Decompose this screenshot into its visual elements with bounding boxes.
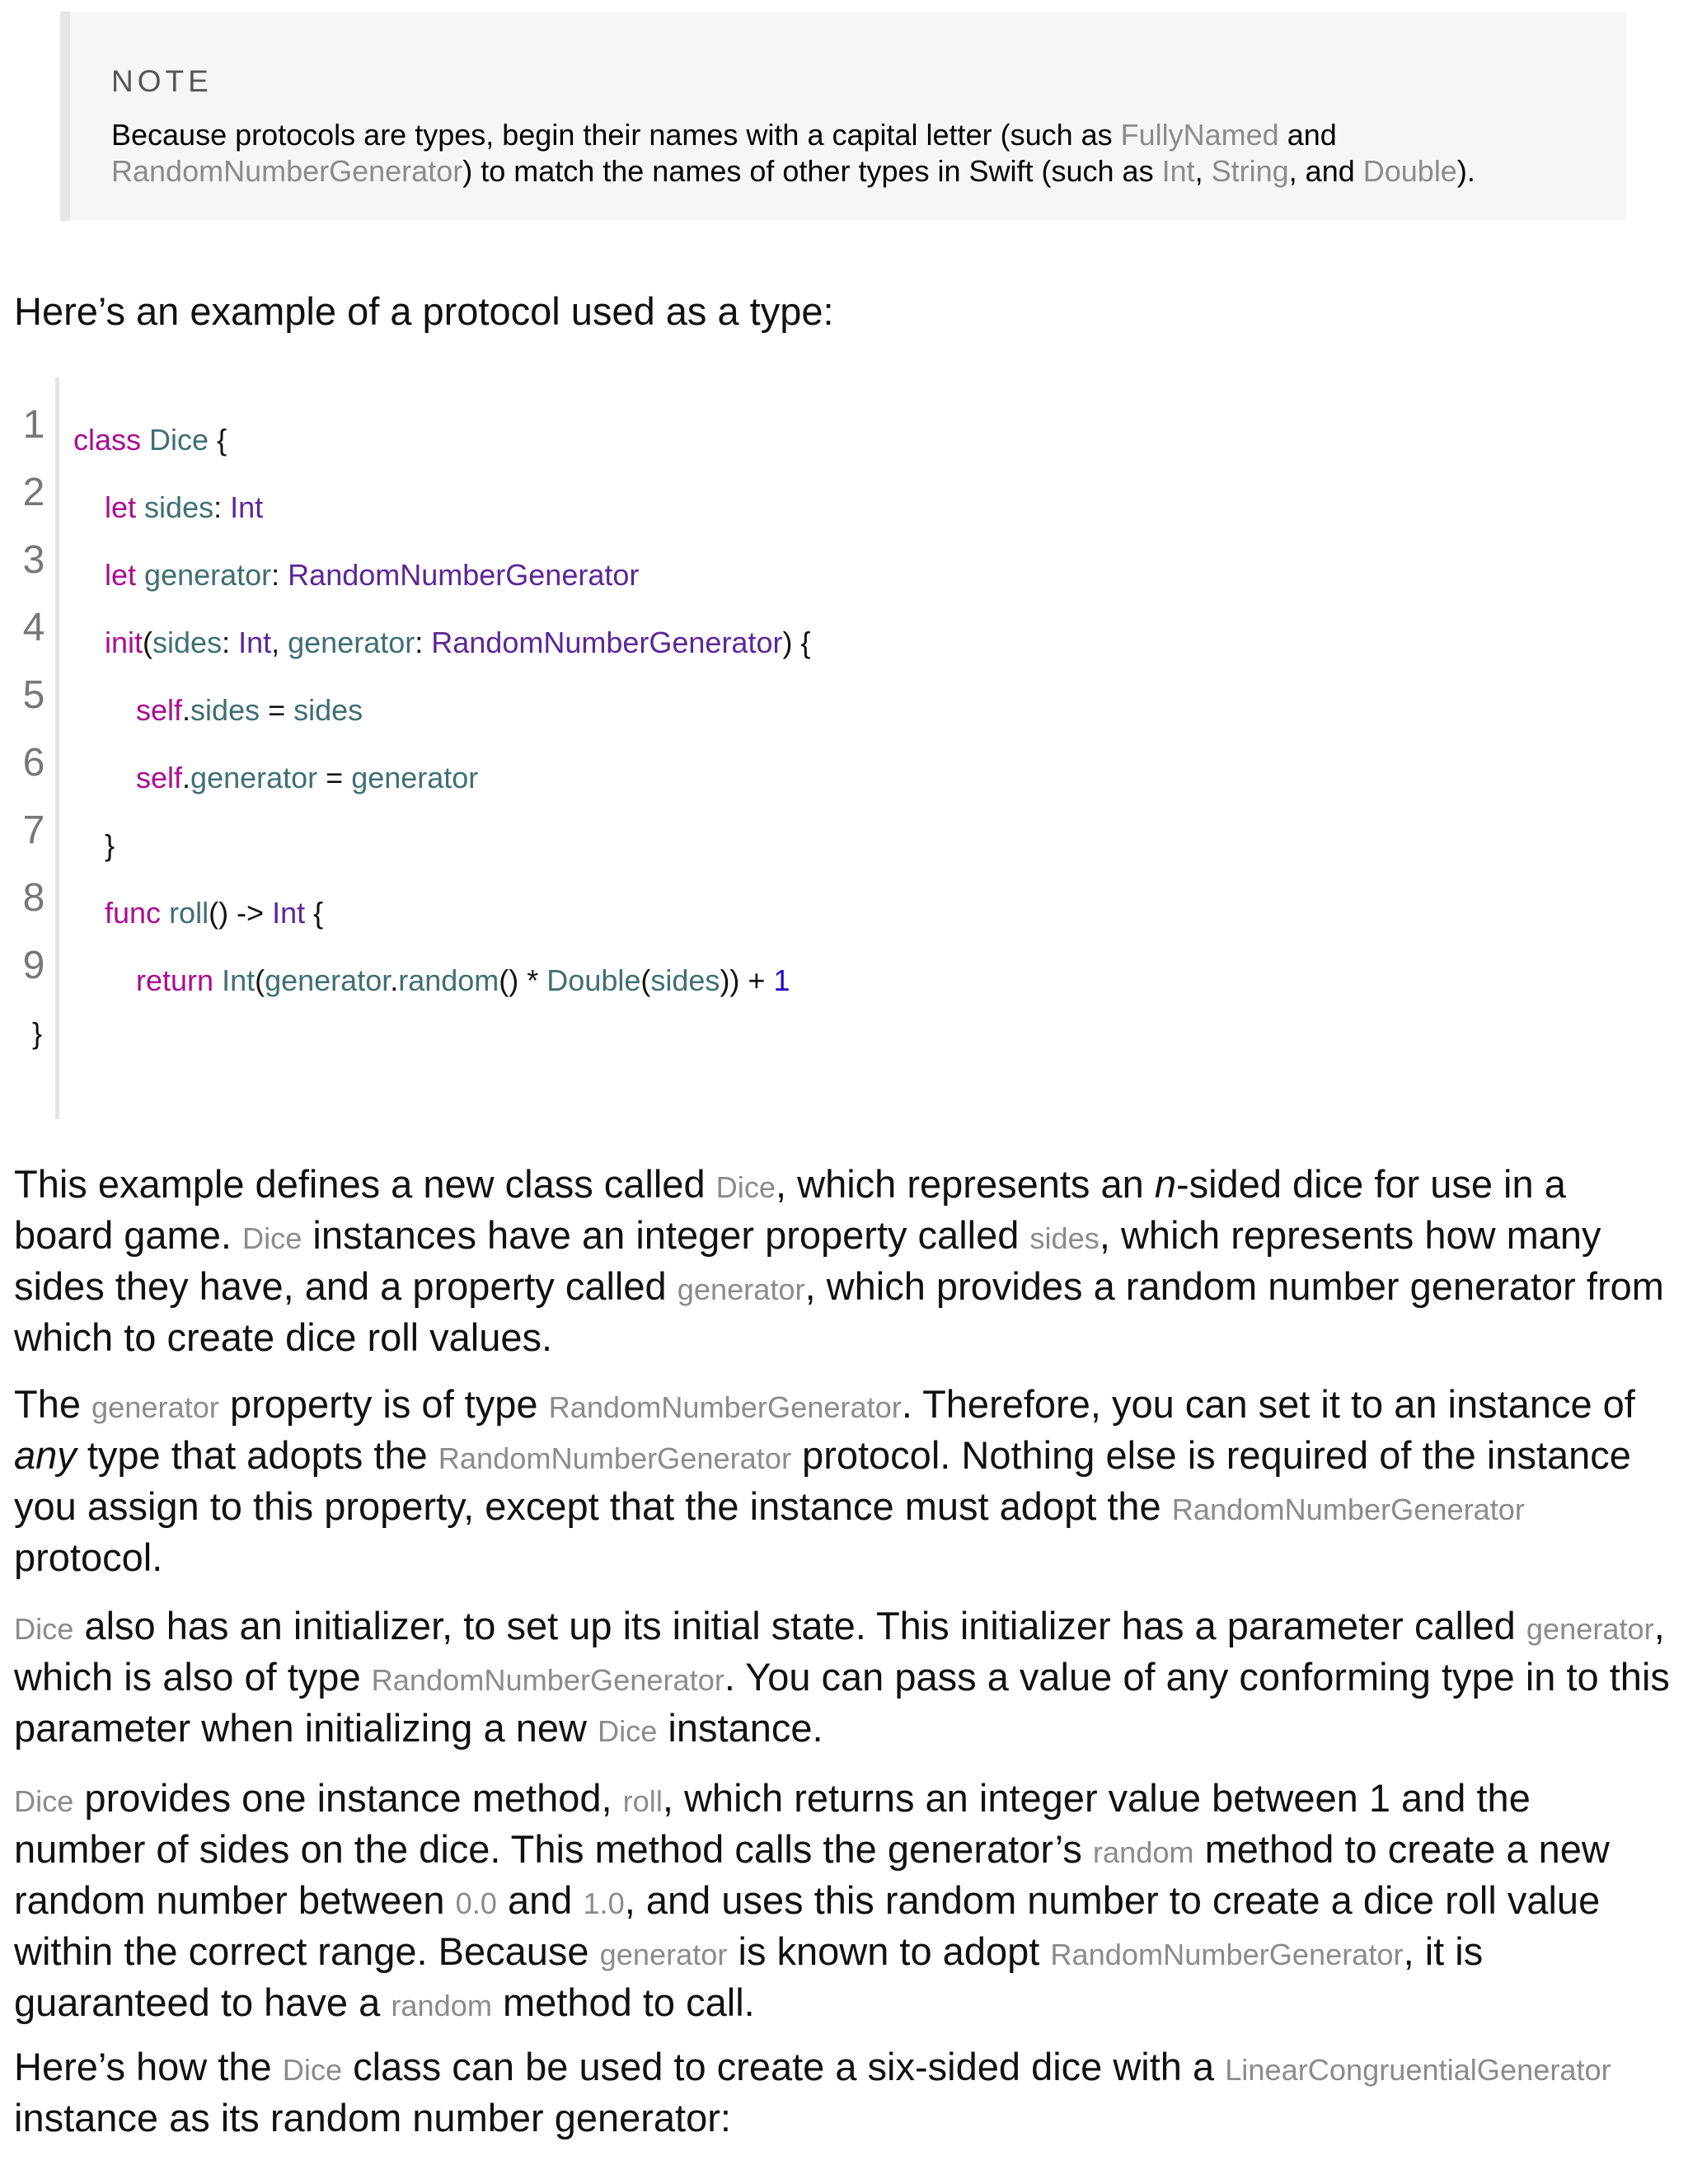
inline-code-symbol: RandomNumberGenerator xyxy=(548,1390,902,1424)
line-number: 5 xyxy=(22,673,45,717)
inline-code-symbol: RandomNumberGenerator xyxy=(1171,1493,1525,1526)
inline-code-symbol: FullyNamed xyxy=(1120,118,1279,152)
paragraph-text: provides one instance method, xyxy=(73,1776,623,1820)
paragraph-text: , which provides a random number generator from which to create dice roll values. xyxy=(14,1264,1664,1359)
line-number: 1 xyxy=(22,403,45,447)
note-text-segment: ) to match the names of other types in Swift (such as xyxy=(462,154,1162,188)
inline-code-symbol: 1.0 xyxy=(583,1886,625,1920)
code-keyword: let xyxy=(105,490,137,524)
code-space xyxy=(136,558,144,592)
line-number: 3 xyxy=(22,538,45,582)
code-line xyxy=(14,994,43,1050)
paragraph-text: The xyxy=(14,1382,92,1426)
inline-code-symbol: Dice xyxy=(597,1714,658,1748)
code-punctuation: : xyxy=(271,558,288,592)
code-type: Int xyxy=(272,896,306,930)
line-number: 8 xyxy=(22,876,45,920)
code-punctuation: { xyxy=(305,896,324,930)
code-line xyxy=(14,926,790,997)
code-line xyxy=(14,453,264,524)
code-text xyxy=(73,415,227,465)
inline-code-symbol: RandomNumberGenerator xyxy=(438,1441,791,1475)
code-identifier: generator xyxy=(288,626,415,659)
inline-code-symbol: sides xyxy=(1029,1221,1100,1255)
paragraph xyxy=(14,1602,1671,1755)
paragraph-text: . You can pass a value of any conforming type in to this parameter when initializing a new xyxy=(14,1655,1670,1750)
inline-code-symbol: generator xyxy=(677,1272,805,1306)
code-text xyxy=(136,686,363,735)
code-space xyxy=(141,423,149,457)
code-text xyxy=(105,483,263,532)
line-number: 4 xyxy=(22,606,45,649)
code-punctuation: . xyxy=(182,761,191,794)
code-type: Int xyxy=(238,626,272,659)
code-identifier: random xyxy=(398,963,499,997)
code-type: Int xyxy=(230,490,264,524)
inline-code-symbol: LinearCongruentialGenerator xyxy=(1225,2053,1611,2087)
code-punctuation: () -> xyxy=(209,896,273,930)
code-type: RandomNumberGenerator xyxy=(431,626,783,659)
code-identifier: generator xyxy=(144,558,272,592)
paragraph-text: , which is also of type xyxy=(14,1604,1665,1699)
code-punctuation: ( xyxy=(143,626,153,659)
emphasis-text: any xyxy=(14,1433,77,1477)
code-punctuation: , xyxy=(271,626,288,659)
code-keyword: self xyxy=(136,693,183,727)
code-text xyxy=(105,821,115,870)
intro-text: Here’s an example of a protocol used as a type: xyxy=(14,289,834,333)
inline-code-symbol: Dice xyxy=(282,2053,343,2087)
code-identifier: generator xyxy=(190,761,318,794)
code-punctuation: ) { xyxy=(782,626,811,659)
paragraph xyxy=(14,1380,1671,1582)
paragraph xyxy=(14,1160,1671,1361)
emphasis-text: n xyxy=(1154,1162,1176,1206)
inline-code-symbol: Dice xyxy=(14,1612,74,1646)
code-identifier: roll xyxy=(169,896,209,930)
inline-code-symbol: String xyxy=(1211,154,1289,188)
paragraph-text: -sided dice for use in a board game. xyxy=(14,1162,1566,1257)
code-identifier: Dice xyxy=(149,423,209,457)
code-line xyxy=(14,521,640,592)
code-punctuation: = xyxy=(260,693,294,727)
code-keyword: self xyxy=(136,761,183,794)
inline-code-symbol: random xyxy=(1092,1835,1194,1869)
code-punctuation: : xyxy=(213,490,231,524)
code-identifier: Int xyxy=(222,963,256,997)
paragraph-text: and xyxy=(496,1878,584,1922)
paragraph xyxy=(14,2043,1671,2142)
line-number: 7 xyxy=(22,808,45,852)
code-line xyxy=(14,656,363,727)
code-identifier: generator xyxy=(265,963,391,997)
line-number: 2 xyxy=(22,471,45,514)
code-punctuation: () * xyxy=(499,963,547,997)
code-space xyxy=(136,490,144,524)
code-identifier: sides xyxy=(650,963,720,997)
note-text-segment: , and xyxy=(1288,154,1363,188)
inline-code-symbol: RandomNumberGenerator xyxy=(111,154,463,188)
paragraph-text: method to create a new random number between xyxy=(14,1827,1610,1922)
note-text-segment: , xyxy=(1194,154,1212,188)
inline-code-symbol: roll xyxy=(622,1784,663,1818)
code-line xyxy=(14,791,115,862)
code-line xyxy=(14,588,811,659)
paragraph xyxy=(14,1774,1671,2030)
code-punctuation: } xyxy=(32,1016,43,1050)
code-text xyxy=(105,888,323,938)
code-text xyxy=(105,551,639,600)
inline-code-symbol: Dice xyxy=(14,1784,74,1818)
code-identifier: Double xyxy=(546,963,641,997)
paragraph-text: class can be used to create a six-sided dice with a xyxy=(342,2045,1226,2088)
paragraph-text: , which represents how many sides they have, and a property called xyxy=(14,1213,1601,1308)
code-punctuation: . xyxy=(182,693,191,727)
paragraph-text: is known to adopt xyxy=(727,1929,1051,1973)
paragraph-text: . Therefore, you can set it to an instance of xyxy=(901,1382,1635,1426)
paragraph-text: Here’s how the xyxy=(14,2045,283,2088)
paragraph-text: , and uses this random number to create a dice roll value within the correct range. Because xyxy=(14,1878,1601,1973)
inline-code-symbol: Dice xyxy=(715,1170,776,1204)
paragraph-text: method to call. xyxy=(491,1980,755,2024)
code-punctuation: : xyxy=(222,626,239,659)
paragraph-text: , which represents an xyxy=(776,1162,1155,1206)
note-callout xyxy=(60,12,1626,221)
inline-code-symbol: generator xyxy=(91,1390,219,1424)
code-line xyxy=(14,859,324,930)
paragraph-text: This example defines a new class called xyxy=(14,1162,716,1206)
code-type: RandomNumberGenerator xyxy=(288,558,640,592)
inline-code-symbol: Int xyxy=(1161,154,1195,188)
code-punctuation: } xyxy=(105,828,115,862)
inline-code-symbol: Double xyxy=(1362,154,1457,188)
code-line xyxy=(14,386,227,457)
code-text xyxy=(136,956,790,1005)
code-listing xyxy=(14,377,921,1119)
inline-code-symbol: RandomNumberGenerator xyxy=(371,1663,724,1697)
paragraph-text: protocol. Nothing else is required of the instance you assign to this property, except that the instance must adopt the xyxy=(14,1433,1631,1528)
code-keyword: return xyxy=(136,963,214,997)
code-keyword: class xyxy=(73,423,142,457)
code-keyword: func xyxy=(105,896,162,930)
code-keyword: init xyxy=(105,626,143,659)
paragraph-text: instance as its random number generator: xyxy=(14,2096,731,2139)
note-label: NOTE xyxy=(111,64,213,98)
code-identifier: generator xyxy=(351,761,479,794)
code-text xyxy=(32,1009,42,1058)
paragraph-text: protocol. xyxy=(14,1535,163,1579)
code-text xyxy=(105,618,810,668)
paragraph-text: type that adopts the xyxy=(76,1433,438,1477)
code-gutter-divider xyxy=(55,377,59,1119)
line-number: 9 xyxy=(22,944,45,987)
code-punctuation: : xyxy=(415,626,432,659)
note-text xyxy=(111,117,1595,190)
note-text-segment: Because protocols are types, begin their names with a capital letter (such as xyxy=(111,118,1121,152)
paragraph-text: also has an initializer, to set up its initial state. This initializer has a parameter called xyxy=(73,1604,1526,1647)
code-space xyxy=(213,963,222,997)
line-number: 6 xyxy=(22,741,45,785)
code-keyword: let xyxy=(105,558,137,592)
inline-code-symbol: Dice xyxy=(241,1221,302,1255)
code-space xyxy=(161,896,169,930)
inline-code-symbol: random xyxy=(391,1989,492,2022)
code-punctuation: = xyxy=(317,761,352,794)
paragraph-text: , which returns an integer value between 1 and the number of sides on the dice. This method calls the generator’s xyxy=(14,1776,1531,1871)
code-punctuation: )) + xyxy=(720,963,774,997)
inline-code-symbol: generator xyxy=(1526,1612,1654,1646)
code-punctuation: . xyxy=(390,963,399,997)
code-punctuation: { xyxy=(209,423,227,457)
note-text-segment: ). xyxy=(1456,154,1475,188)
code-identifier: sides xyxy=(190,693,260,727)
code-identifier: sides xyxy=(293,693,363,727)
code-line xyxy=(14,724,479,794)
inline-code-symbol: RandomNumberGenerator xyxy=(1050,1938,1404,1971)
paragraph-text: , it is guaranteed to have a xyxy=(14,1929,1484,2024)
code-number: 1 xyxy=(773,963,790,997)
note-text-segment: and xyxy=(1278,118,1337,152)
code-identifier: sides xyxy=(144,490,214,524)
paragraph-text: property is of type xyxy=(218,1382,549,1426)
paragraph-text: instance. xyxy=(657,1706,823,1750)
inline-code-symbol: generator xyxy=(599,1938,728,1971)
code-punctuation: ( xyxy=(640,963,651,997)
code-text xyxy=(136,753,478,803)
inline-code-symbol: 0.0 xyxy=(455,1886,497,1920)
paragraph-text: instances have an integer property called xyxy=(302,1213,1030,1257)
code-identifier: sides xyxy=(152,626,223,659)
code-punctuation: ( xyxy=(255,963,265,997)
